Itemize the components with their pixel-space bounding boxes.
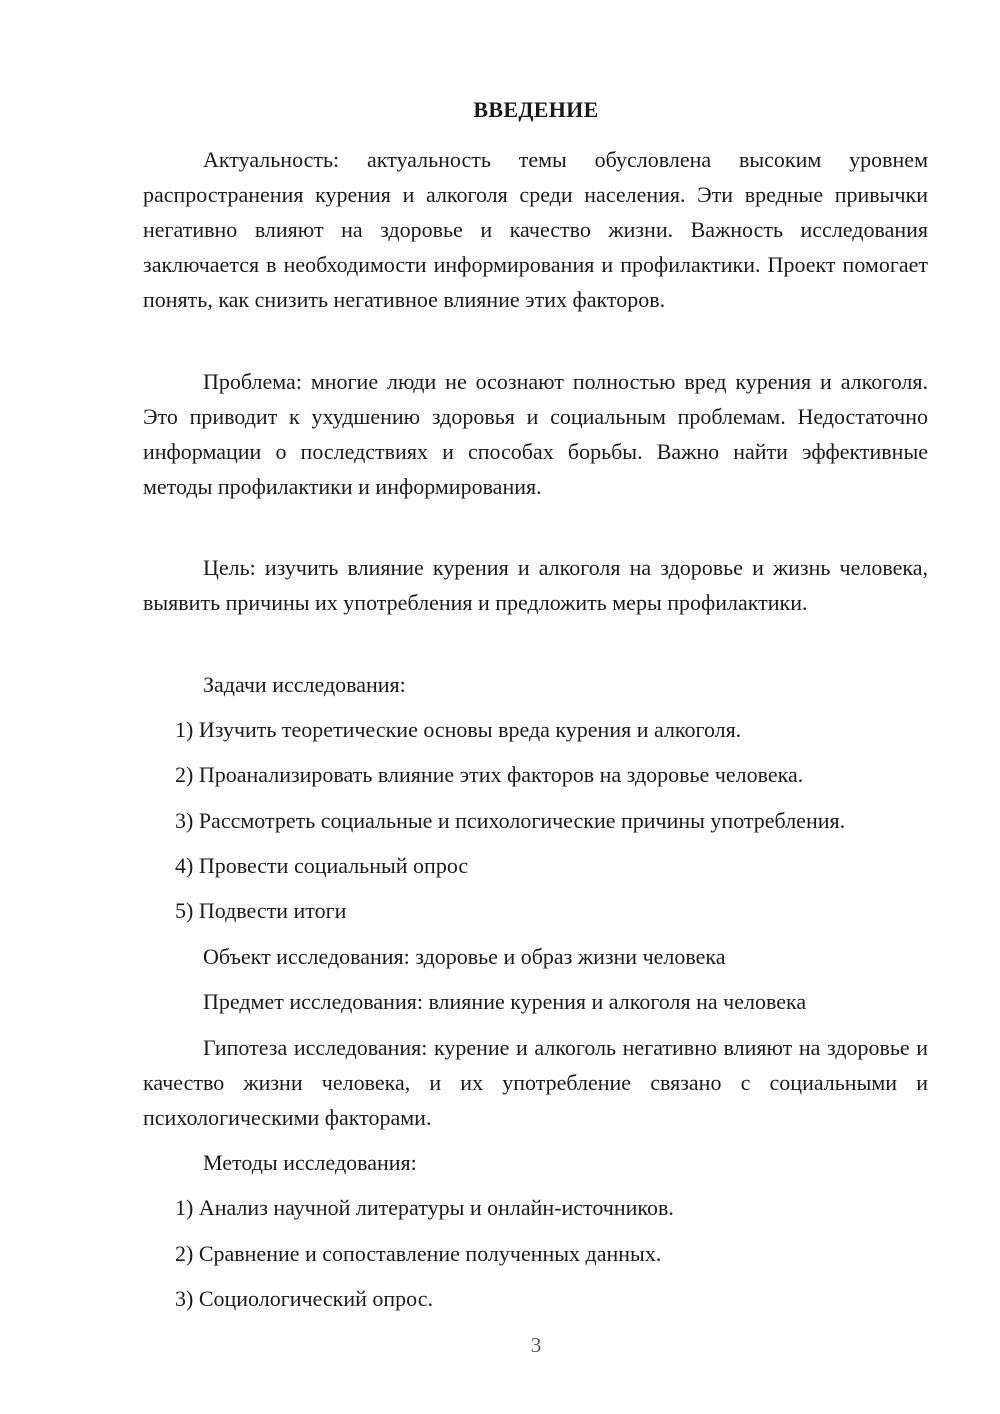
task-item: 5) Подвести итоги xyxy=(175,898,347,923)
research-object: Объект исследования: здоровье и образ жизни человека xyxy=(203,944,726,969)
page-title: ВВЕДЕНИЕ xyxy=(473,97,599,122)
tasks-heading: Задачи исследования: xyxy=(203,672,406,697)
methods-heading: Методы исследования: xyxy=(203,1150,417,1175)
problem-paragraph: Проблема: многие люди не осознают полностью вред курения и алкоголя. Это приводит к ухудшению здоровья и социальным проблемам. Недостаточно информации о последствиях и способах борьбы. Важно найти эффективные методы профилактики и информирования. xyxy=(143,369,928,499)
research-subject: Предмет исследования: влияние курения и алкоголя на человека xyxy=(203,989,807,1014)
task-item: 4) Провести социальный опрос xyxy=(175,853,469,878)
task-item: 2) Проанализировать влияние этих факторов на здоровье человека. xyxy=(175,762,804,787)
goal-paragraph: Цель: изучить влияние курения и алкоголя на здоровье и жизнь человека, выявить причины их употребления и предложить меры профилактики. xyxy=(143,555,928,615)
method-item: 3) Социологический опрос. xyxy=(175,1286,433,1311)
method-item: 1) Анализ научной литературы и онлайн-источников. xyxy=(175,1195,674,1220)
method-item: 2) Сравнение и сопоставление полученных данных. xyxy=(175,1241,662,1266)
hypothesis-paragraph: Гипотеза исследования: курение и алкоголь негативно влияют на здоровье и качество жизни человека, и их употребление связано с социальными и психологическими факторами. xyxy=(143,1035,928,1130)
page-number: 3 xyxy=(530,1333,542,1357)
task-item: 1) Изучить теоретические основы вреда курения и алкоголя. xyxy=(175,717,742,742)
relevance-paragraph: Актуальность: актуальность темы обусловлена высоким уровнем распространения курения и алкоголя среди населения. Эти вредные привычки негативно влияют на здоровье и качество жизни. Важность исследования заключается в необходимости информирования и профилактики. Проект помогает понять, как снизить негативное влияние этих факторов. xyxy=(143,147,928,312)
task-item: 3) Рассмотреть социальные и психологические причины употребления. xyxy=(175,808,846,833)
